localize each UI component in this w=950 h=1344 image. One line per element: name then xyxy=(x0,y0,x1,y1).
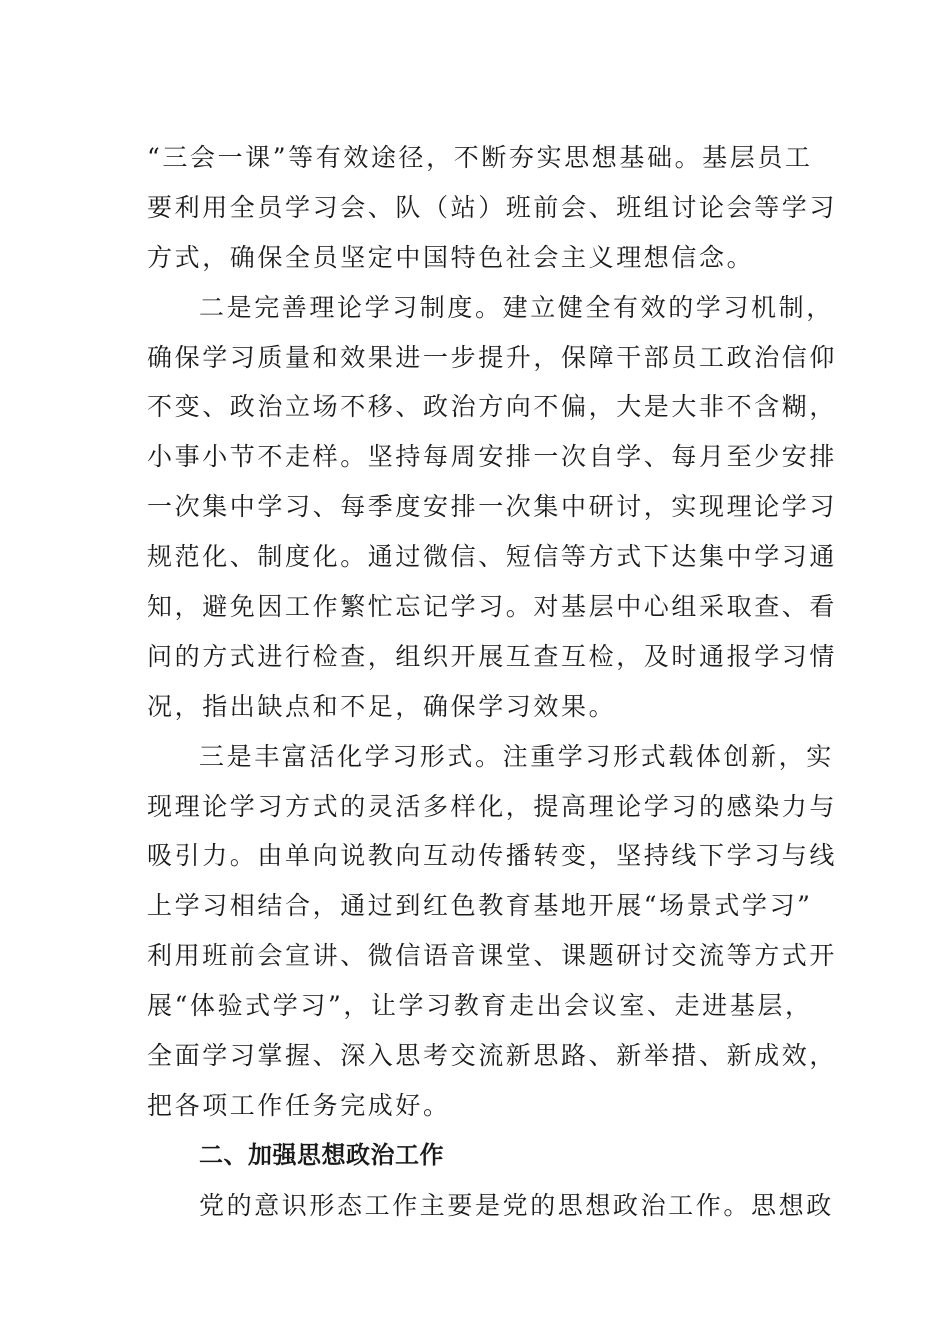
text-line: 知，避免因工作繁忙忘记学习。对基层中心组采取查、看 xyxy=(147,592,838,622)
document-body xyxy=(147,133,838,1231)
text-line: 一次集中学习、每季度安排一次集中研讨，实现理论学习 xyxy=(147,492,838,522)
text-line: “三会一课”等有效途径，不断夯实思想基础。基层员工 xyxy=(147,143,813,172)
text-line: 吸引力。由单向说教向互动传播转变，坚持线下学习与线 xyxy=(147,841,838,871)
paragraph xyxy=(147,133,838,283)
text-line: 现理论学习方式的灵活多样化，提高理论学习的感染力与 xyxy=(147,791,838,821)
text-line: 小事小节不走样。坚持每周安排一次自学、每月至少安排 xyxy=(147,442,838,472)
text-line: 利用班前会宣讲、微信语音课堂、课题研讨交流等方式开 xyxy=(147,941,838,971)
paragraph xyxy=(147,283,838,732)
text-line: 问的方式进行检查，组织开展互查互检，及时通报学习情 xyxy=(147,641,838,671)
text-line: 党的意识形态工作主要是党的思想政治工作。思想政 xyxy=(199,1190,834,1220)
text-line: 二是完善理论学习制度。建立健全有效的学习机制， xyxy=(199,292,834,322)
section-heading: 二、加强思想政治工作 xyxy=(199,1140,444,1169)
text-line: 不变、政治立场不移、政治方向不偏，大是大非不含糊， xyxy=(147,392,838,422)
text-line: 方式，确保全员坚定中国特色社会主义理想信念。 xyxy=(147,242,755,272)
text-line: 三是丰富活化学习形式。注重学习形式载体创新，实 xyxy=(199,741,834,771)
paragraph xyxy=(147,1181,834,1231)
text-line: 况，指出缺点和不足，确保学习效果。 xyxy=(147,691,617,721)
text-line: 展“体验式学习”，让学习教育走出会议室、走进基层， xyxy=(147,991,813,1021)
text-line: 要利用全员学习会、队（站）班前会、班组讨论会等学习 xyxy=(147,192,838,222)
text-line: 确保学习质量和效果进一步提升，保障干部员工政治信仰 xyxy=(147,342,838,372)
text-line: 全面学习掌握、深入思考交流新思路、新举措、新成效， xyxy=(147,1041,838,1071)
paragraph xyxy=(147,732,838,1131)
text-line: 把各项工作任务完成好。 xyxy=(147,1090,451,1120)
text-line: 规范化、制度化。通过微信、短信等方式下达集中学习通 xyxy=(147,542,838,572)
text-line: 上学习相结合，通过到红色教育基地开展“场景式学习” xyxy=(147,891,813,921)
